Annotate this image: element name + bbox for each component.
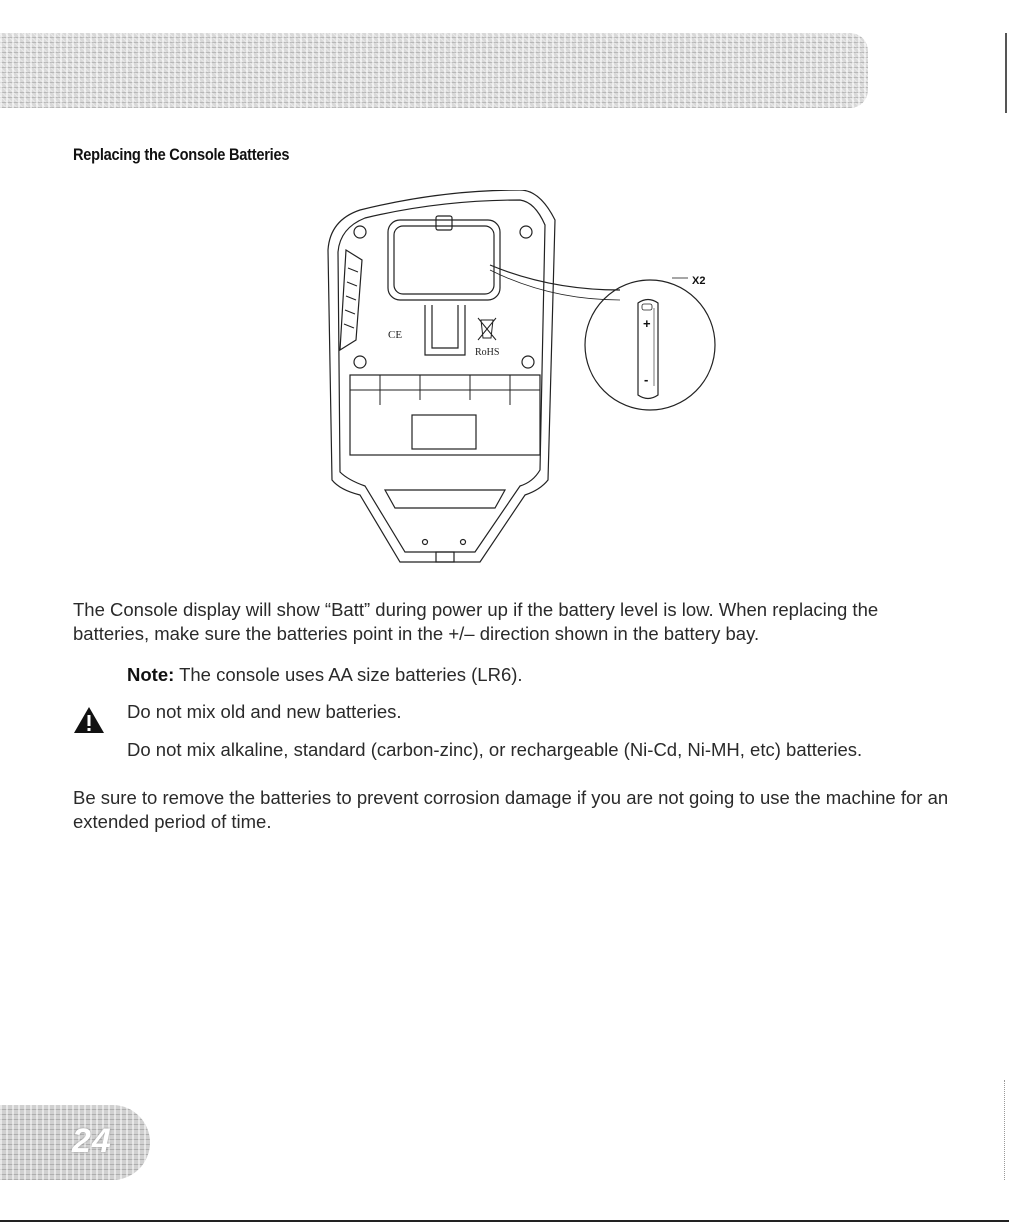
note-line xyxy=(127,663,523,687)
screw-top-right xyxy=(520,226,532,238)
ce-mark: CE xyxy=(388,329,403,341)
console-inner-outline xyxy=(338,200,545,552)
side-grip xyxy=(340,250,362,350)
bottom-tab xyxy=(436,552,454,562)
battery-level-paragraph: The Console display will show “Batt” during power up if the battery level is low. When replacing the batteries, make sure the batteries point in the +/– direction shown in the battery bay. xyxy=(73,599,879,644)
battery-cover-latch xyxy=(436,216,452,230)
note-text: The console uses AA size batteries (LR6). xyxy=(174,664,523,685)
right-edge-dotted-rule xyxy=(1004,1080,1005,1180)
rohs-mark: RoHS xyxy=(475,347,500,358)
section-heading: Replacing the Console Batteries xyxy=(73,145,290,164)
storage-paragraph: Be sure to remove the batteries to prevent corrosion damage if you are not going to use the machine for an extended period of time. xyxy=(73,787,949,832)
page-number: 24 xyxy=(72,1122,112,1160)
console-outline xyxy=(328,190,555,562)
bottom-slot xyxy=(385,490,505,508)
console-back-illustration xyxy=(320,190,740,580)
console-battery-figure xyxy=(320,190,740,580)
screw-top-left xyxy=(354,226,366,238)
battery-plus-sign: + xyxy=(643,316,651,331)
bottom-rule xyxy=(0,1220,1009,1222)
crossed-bin-icon xyxy=(478,318,496,340)
warning-old-new-batteries: Do not mix old and new batteries. xyxy=(127,701,402,722)
screw-mid-left xyxy=(354,356,366,368)
battery-minus-sign: - xyxy=(644,372,649,387)
right-edge-rule xyxy=(1005,33,1007,113)
quantity-label: X2 xyxy=(692,275,706,287)
callout-line xyxy=(490,265,620,290)
label-plate xyxy=(412,415,476,449)
center-bracket xyxy=(425,305,465,355)
note-label: Note: xyxy=(127,664,175,685)
battery-cover-inner xyxy=(394,226,494,294)
battery-cover xyxy=(388,220,500,300)
warning-icon xyxy=(73,706,105,734)
warning-battery-types: Do not mix alkaline, standard (carbon-zinc), or rechargeable (Ni-Cd, Ni-MH, etc) batteries. xyxy=(127,739,863,760)
screw-mid-right xyxy=(522,356,534,368)
header-banner xyxy=(0,33,868,108)
